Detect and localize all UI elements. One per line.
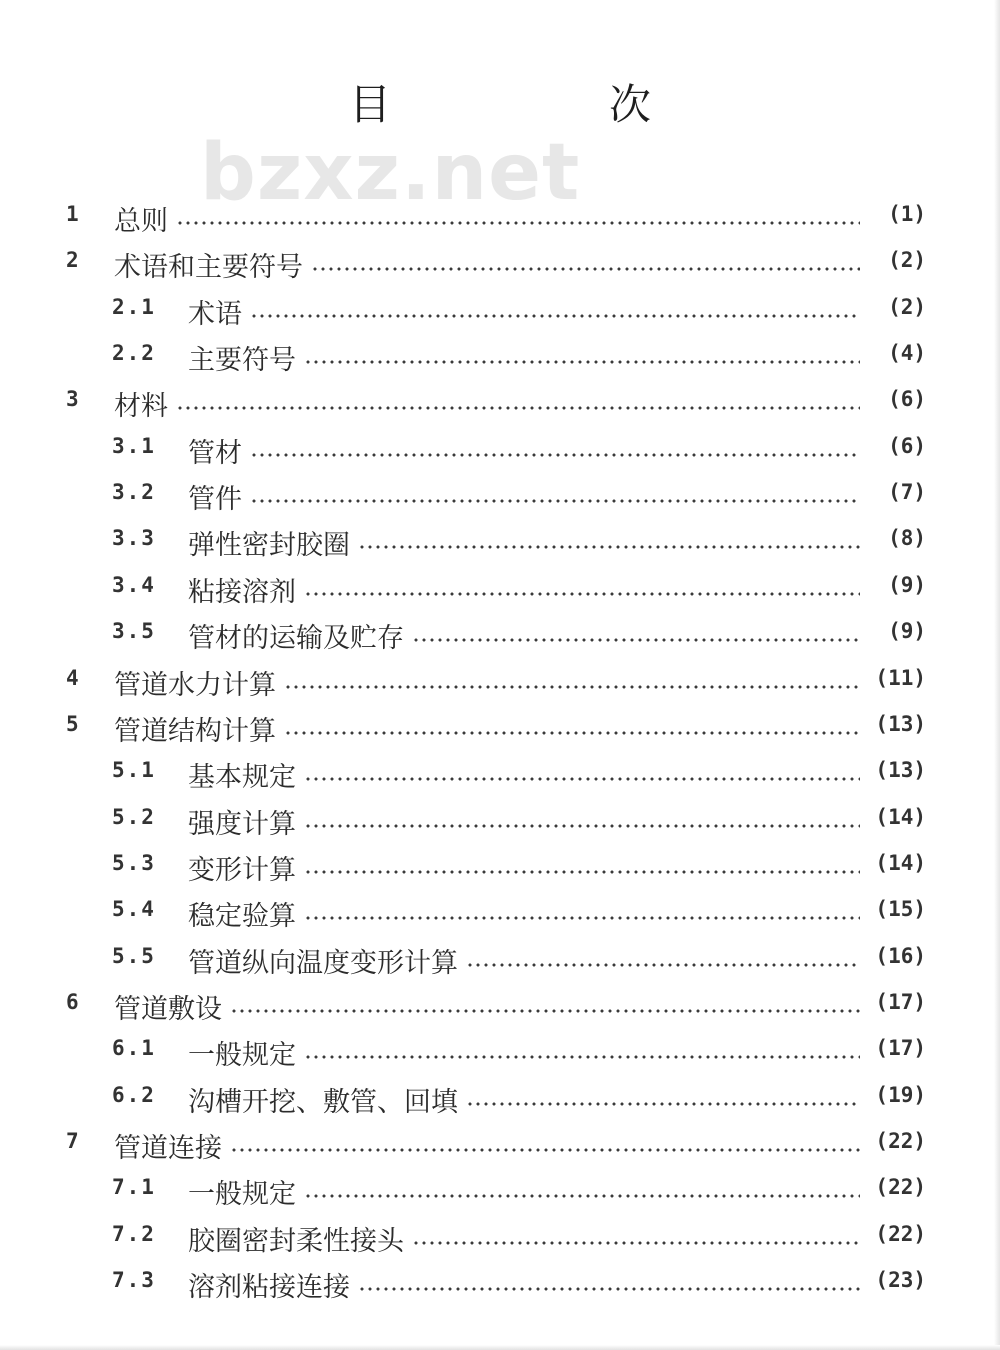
toc-entry[interactable] <box>0 567 1000 613</box>
toc-entry-page: (17) <box>869 990 926 1014</box>
toc-entry-page: (8) <box>882 526 926 550</box>
toc-entry-number: 4 <box>66 665 81 690</box>
toc-entry[interactable] <box>0 1123 1000 1169</box>
toc-entry-number: 7.2 <box>112 1221 156 1246</box>
dot-leader <box>250 453 860 457</box>
toc-entry-title: 管材的运输及贮存 <box>188 616 412 655</box>
toc-entry[interactable] <box>0 660 1000 706</box>
toc-entry-page: (7) <box>882 480 926 504</box>
toc-entry-title: 溶剂粘接连接 <box>188 1265 358 1304</box>
toc-entry-title: 一般规定 <box>188 1172 304 1211</box>
dot-leader <box>304 777 860 781</box>
toc-entry[interactable] <box>0 520 1000 566</box>
toc-entry-number: 3.2 <box>112 480 156 505</box>
toc-entry-number: 3.3 <box>112 526 156 551</box>
dot-leader <box>412 1241 860 1245</box>
toc-entry[interactable] <box>0 1169 1000 1215</box>
dot-leader <box>176 406 860 410</box>
dot-leader <box>304 360 860 364</box>
toc-entry-page: (19) <box>869 1083 926 1107</box>
toc-entry-number: 6 <box>66 989 81 1014</box>
toc-entry[interactable] <box>0 706 1000 752</box>
toc-entry-page: (11) <box>869 666 926 690</box>
toc-entry-title: 胶圈密封柔性接头 <box>188 1219 412 1258</box>
watermark: bzxz.net <box>200 128 581 218</box>
toc-entry-title: 主要符号 <box>188 338 304 377</box>
toc-entry-number: 1 <box>66 202 81 226</box>
toc-entry-number: 3 <box>66 387 81 412</box>
toc-entry-number: 5.2 <box>112 804 156 829</box>
dot-leader <box>304 824 860 828</box>
toc-entry-title: 管道纵向温度变形计算 <box>188 941 466 980</box>
toc-entry-number: 5.4 <box>112 897 156 922</box>
toc-entry-page: (13) <box>869 758 926 782</box>
toc-entry-number: 7.3 <box>112 1268 156 1293</box>
dot-leader <box>304 1055 860 1059</box>
toc-entry-number: 2 <box>66 248 81 273</box>
toc-entry-title: 变形计算 <box>188 848 304 887</box>
toc-entry[interactable] <box>0 1262 1000 1308</box>
toc-entry[interactable] <box>0 196 1000 242</box>
toc-entry-page: (4) <box>882 341 926 365</box>
toc-entry-number: 7 <box>66 1129 81 1153</box>
toc-entry[interactable] <box>0 938 1000 984</box>
toc-entry-title: 管道连接 <box>114 1126 230 1165</box>
toc-entry-page: (22) <box>869 1175 926 1199</box>
toc-entry-number: 2.1 <box>112 294 156 319</box>
toc-entry-title: 一般规定 <box>188 1033 304 1072</box>
toc-entry-page: (13) <box>869 712 926 736</box>
toc-entry-title: 术语 <box>188 292 250 331</box>
dot-leader <box>412 638 860 642</box>
toc-entry-title: 管道结构计算 <box>114 709 284 748</box>
toc-entry-number: 6.1 <box>112 1036 156 1061</box>
toc-entry-number: 2.2 <box>112 341 156 366</box>
toc-entry[interactable] <box>0 1216 1000 1262</box>
toc-entry-number: 5.5 <box>112 943 156 968</box>
toc-entry[interactable] <box>0 799 1000 845</box>
toc-entry[interactable] <box>0 242 1000 288</box>
toc-entry-title: 管件 <box>188 477 250 516</box>
dot-leader <box>230 1148 860 1152</box>
toc-entry-page: (15) <box>869 897 926 921</box>
dot-leader <box>304 870 860 874</box>
toc-entry[interactable] <box>0 1077 1000 1123</box>
toc-entry-page: (22) <box>869 1129 926 1153</box>
dot-leader <box>304 1194 860 1198</box>
dot-leader <box>358 1287 860 1291</box>
toc-entry-title: 沟槽开挖、敷管、回填 <box>188 1080 466 1119</box>
toc-entry-page: (22) <box>869 1222 926 1246</box>
dot-leader <box>250 499 860 503</box>
dot-leader <box>284 685 860 689</box>
toc-entry-number: 6.2 <box>112 1082 156 1107</box>
toc-entry[interactable] <box>0 381 1000 427</box>
dot-leader <box>358 545 860 549</box>
dot-leader <box>466 1102 860 1106</box>
toc-entry-title: 管材 <box>188 431 250 470</box>
toc-entry-number: 5.1 <box>112 758 156 783</box>
toc-entry-title: 粘接溶剂 <box>188 570 304 609</box>
toc-entry-title: 管道敷设 <box>114 987 230 1026</box>
toc-entry-title: 基本规定 <box>188 755 304 794</box>
toc-entry-title: 总则 <box>114 199 176 238</box>
toc-entry-title: 管道水力计算 <box>114 663 284 702</box>
toc-entry-page: (17) <box>869 1036 926 1060</box>
toc-entry[interactable] <box>0 474 1000 520</box>
toc-entry-number: 3.4 <box>112 572 156 597</box>
toc-entry-number: 5 <box>66 711 81 736</box>
toc-entry-page: (14) <box>869 851 926 875</box>
toc-entry[interactable] <box>0 289 1000 335</box>
toc-entry[interactable] <box>0 845 1000 891</box>
dot-leader <box>304 592 860 596</box>
toc-entry-page: (1) <box>882 202 926 226</box>
toc-entry-number: 5.3 <box>112 850 156 875</box>
toc-entry-number: 3.5 <box>112 619 156 644</box>
toc-entry[interactable] <box>0 335 1000 381</box>
toc-entry-page: (2) <box>882 295 926 319</box>
toc-entry[interactable] <box>0 984 1000 1030</box>
dot-leader <box>304 916 860 920</box>
toc-entry-title: 材料 <box>114 384 176 423</box>
dot-leader <box>176 221 860 225</box>
dot-leader <box>230 1009 860 1013</box>
toc-entry[interactable] <box>0 613 1000 659</box>
toc-entry[interactable] <box>0 1030 1000 1076</box>
toc-entry-page: (6) <box>882 434 926 458</box>
toc-entry-number: 7.1 <box>112 1175 156 1200</box>
dot-leader <box>284 731 860 735</box>
toc-entry-title: 弹性密封胶圈 <box>188 523 358 562</box>
toc-entry-page: (6) <box>882 387 926 411</box>
dot-leader <box>250 314 860 318</box>
toc-entry[interactable] <box>0 428 1000 474</box>
toc-entry-title: 术语和主要符号 <box>114 245 311 284</box>
toc-entry-number: 3.1 <box>112 433 156 458</box>
toc-entry-page: (9) <box>882 573 926 597</box>
toc-entry-page: (2) <box>882 248 926 272</box>
toc-entry[interactable] <box>0 891 1000 937</box>
dot-leader <box>466 963 860 967</box>
page-edge-shadow-bottom <box>0 1345 1000 1350</box>
toc-entry-page: (16) <box>869 944 926 968</box>
toc-entry[interactable] <box>0 752 1000 798</box>
page-title: 目 次 <box>348 80 739 129</box>
toc-entry-title: 强度计算 <box>188 802 304 841</box>
toc-entry-page: (14) <box>869 805 926 829</box>
toc-entry-page: (9) <box>882 619 926 643</box>
toc-entry-page: (23) <box>869 1268 926 1292</box>
toc-entry-title: 稳定验算 <box>188 894 304 933</box>
dot-leader <box>311 267 860 271</box>
